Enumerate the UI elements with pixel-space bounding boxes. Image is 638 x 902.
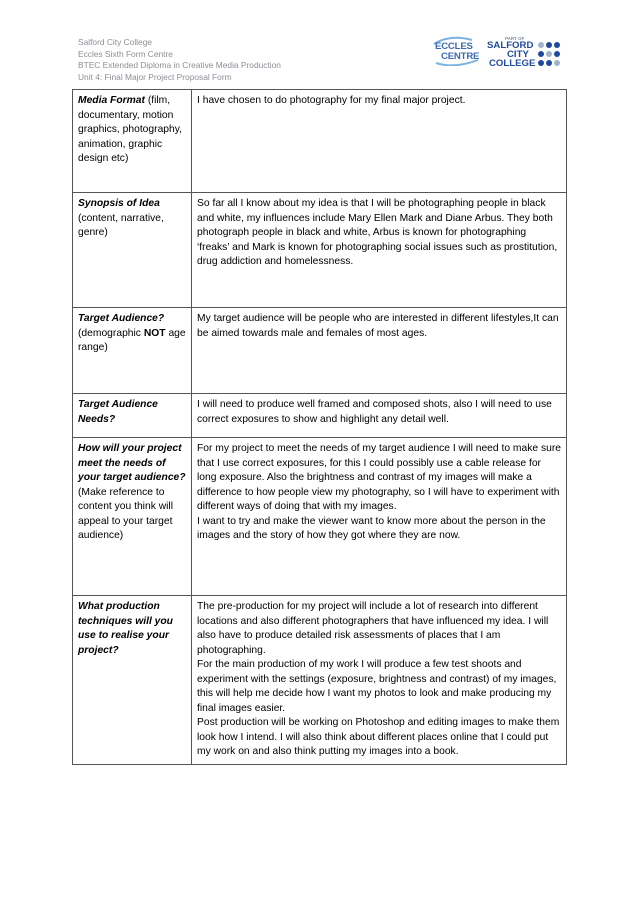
answer-production-techniques: [192, 596, 567, 765]
label-meet-needs: How will your project meet the needs of your target audience? (Make reference to content you think will appeal to your target audience): [73, 438, 192, 596]
eccles-logo-line2: CENTRE: [441, 51, 480, 62]
label-target-audience: Target Audience? (demographic NOT age range): [73, 308, 192, 394]
answer-audience-needs: [192, 394, 567, 438]
salford-logo-line3: COLLEGE: [489, 58, 536, 69]
answer-synopsis: [192, 193, 567, 308]
answer-media-format: [192, 90, 567, 193]
answer-paragraph: For the main production of my work I will produce a few test shoots and experiment with the settings (exposure, brightness and contrast) of my images, this will help me decide how I want my photos to look and make producing my final images easier.: [197, 659, 557, 714]
answer-paragraph: So far all I know about my idea is that I will be photographing people in black and white, my influences include Mary Ellen Mark and Diane Arbus. They both photograph people in black and white, Arbus is known for photographing ‘freaks’ and Mark is known for photographing social issues such as prostitution, drug addiction and homelessness.: [197, 198, 558, 267]
table-row-audience-needs: [73, 394, 567, 438]
eccles-centre-logo: [432, 36, 482, 66]
table-row-synopsis: [73, 193, 567, 308]
header-centre: Eccles Sixth Form Centre: [78, 48, 173, 59]
answer-target-audience: [192, 308, 567, 394]
header-course: BTEC Extended Diploma in Creative Media Production: [78, 60, 281, 71]
answer-paragraph: My target audience will be people who are interested in different lifestyles,It can be aimed towards male and females of most ages.: [197, 313, 559, 339]
table-row-production-techniques: [73, 596, 567, 765]
salford-logo-line1: SALFORD: [487, 40, 534, 51]
answer-paragraph: I have chosen to do photography for my final major project.: [197, 95, 466, 106]
answer-paragraph: Post production will be working on Photoshop and editing images to make them look how I intend. I will also think about different places online that I could put my work on and also think putting my images into a book.: [197, 717, 560, 757]
header-unit: Unit 4: Final Major Project Proposal Form: [78, 71, 232, 82]
salford-part-of: PART OF: [505, 36, 525, 41]
table-row-target-audience: [73, 308, 567, 394]
label-audience-needs: Target Audience Needs?: [73, 394, 192, 438]
answer-paragraph: I will need to produce well framed and composed shots, also I will need to use correct exposures to show and highlight any detail well.: [197, 399, 552, 425]
label-production-techniques: What production techniques will you use to realise your project?: [73, 596, 192, 765]
logo-group: [432, 36, 562, 72]
label-synopsis: Synopsis of Idea (content, narrative, genre): [73, 193, 192, 308]
salford-logo-line2: CITY: [507, 49, 529, 60]
header-college: Salford City College: [78, 37, 153, 47]
answer-paragraph: For my project to meet the needs of my target audience I will need to make sure that I use correct exposures, for this I could possibly use a cable release for long exposure. Also the brightness and contrast of my images will make a difference to how people view my photography, so I will have to experiment with different ways of doing that with my images.: [197, 443, 562, 512]
salford-dots-icon: [537, 40, 563, 70]
label-media-format: Media Format (film, documentary, motion graphics, photography, animation, graphic design etc): [73, 90, 192, 193]
answer-meet-needs: [192, 438, 567, 596]
eccles-logo-line1: ECCLES: [435, 41, 473, 52]
document-header: [78, 37, 281, 83]
answer-paragraph: I want to try and make the viewer want to know more about the person in the images and the story of how they got where they are now.: [197, 515, 546, 541]
proposal-form-table: [72, 89, 567, 765]
answer-paragraph: The pre-production for my project will include a lot of research into different locations and also different photographers that have influenced my idea. I will also have to produce detailed risk assessments of places that I am photographing.: [197, 601, 549, 656]
table-row-media-format: [73, 90, 567, 193]
salford-city-college-logo: [487, 36, 562, 70]
table-row-meet-needs: [73, 438, 567, 596]
